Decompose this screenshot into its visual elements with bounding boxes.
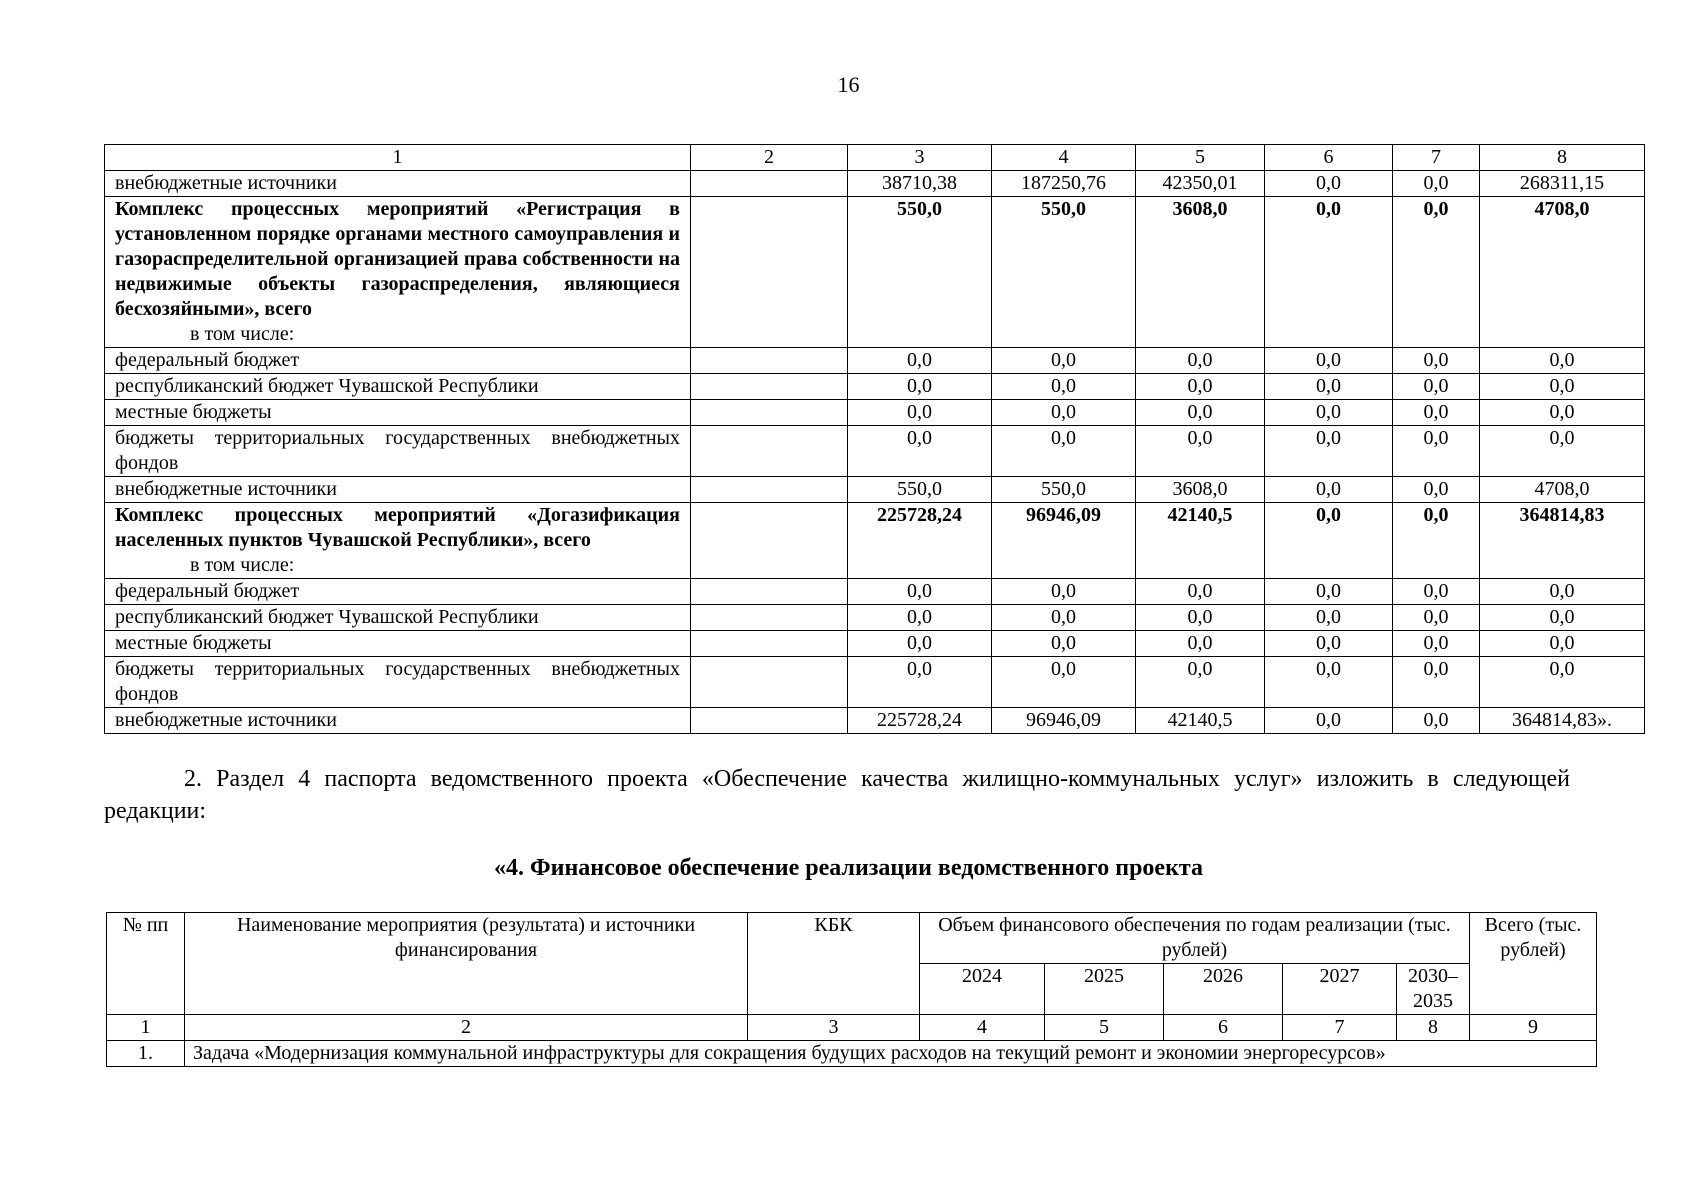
kbk-cell xyxy=(691,348,848,374)
task-text: Задача «Модернизация коммунальной инфраструктуры для сокращения будущих расходов на текущий ремонт и экономии энергоресурсов» xyxy=(185,1041,1597,1067)
header-year: 2030–2035 xyxy=(1397,964,1470,1015)
table-row xyxy=(105,579,1645,605)
row-value: 0,0 xyxy=(992,374,1136,400)
row-label: бюджеты территориальных государственных внебюджетных фондов xyxy=(105,657,691,708)
column-number: 4 xyxy=(992,145,1136,171)
row-value: 0,0 xyxy=(992,426,1136,477)
complex-value: 96946,09 xyxy=(992,503,1136,579)
row-value: 3608,0 xyxy=(1136,477,1265,503)
row-value: 42140,5 xyxy=(1136,708,1265,734)
row-value: 0,0 xyxy=(1393,657,1480,708)
column-number: 2 xyxy=(185,1015,748,1041)
row-value: 0,0 xyxy=(848,426,992,477)
header-year: 2024 xyxy=(920,964,1045,1015)
row-value: 0,0 xyxy=(1265,605,1393,631)
funding-table-continuation xyxy=(104,144,1645,734)
row-label: бюджеты территориальных государственных внебюджетных фондов xyxy=(105,426,691,477)
row-label: федеральный бюджет xyxy=(105,579,691,605)
row-label: местные бюджеты xyxy=(105,400,691,426)
row-value: 550,0 xyxy=(848,477,992,503)
column-number: 6 xyxy=(1164,1015,1283,1041)
row-value: 0,0 xyxy=(1393,631,1480,657)
column-number: 5 xyxy=(1045,1015,1164,1041)
complex-title-cell xyxy=(105,197,691,348)
row-value: 0,0 xyxy=(1480,579,1645,605)
column-number: 2 xyxy=(691,145,848,171)
row-value: 0,0 xyxy=(1265,426,1393,477)
table-row xyxy=(105,605,1645,631)
row-value: 0,0 xyxy=(1393,400,1480,426)
row-value: 0,0 xyxy=(992,605,1136,631)
row-label: республиканский бюджет Чувашской Республики xyxy=(105,374,691,400)
kbk-cell xyxy=(691,708,848,734)
header-year: 2026 xyxy=(1164,964,1283,1015)
column-number: 1 xyxy=(107,1015,185,1041)
kbk-cell xyxy=(691,503,848,579)
row-value: 0,0 xyxy=(1480,605,1645,631)
kbk-cell xyxy=(691,631,848,657)
row-value: 0,0 xyxy=(1136,426,1265,477)
row-value: 0,0 xyxy=(848,605,992,631)
including-label: в том числе: xyxy=(190,554,295,576)
table-row xyxy=(105,631,1645,657)
kbk-cell xyxy=(691,171,848,197)
row-value: 0,0 xyxy=(1136,605,1265,631)
row-value: 0,0 xyxy=(1480,348,1645,374)
row-value: 268311,15 xyxy=(1480,171,1645,197)
row-value: 0,0 xyxy=(992,579,1136,605)
row-value: 0,0 xyxy=(992,400,1136,426)
complex-title: Комплекс процессных мероприятий «Догазификация населенных пунктов Чувашской Республики», всего xyxy=(115,504,680,551)
table-row xyxy=(105,477,1645,503)
row-value: 0,0 xyxy=(992,348,1136,374)
column-number: 7 xyxy=(1393,145,1480,171)
row-label: местные бюджеты xyxy=(105,631,691,657)
complex-value: 3608,0 xyxy=(1136,197,1265,348)
kbk-cell xyxy=(691,605,848,631)
kbk-cell xyxy=(691,197,848,348)
row-value: 0,0 xyxy=(1480,657,1645,708)
row-value: 0,0 xyxy=(1393,477,1480,503)
row-label: внебюджетные источники xyxy=(105,171,691,197)
complex-value: 225728,24 xyxy=(848,503,992,579)
row-value: 0,0 xyxy=(1393,171,1480,197)
complex-value: 0,0 xyxy=(1265,197,1393,348)
row-value: 0,0 xyxy=(1480,400,1645,426)
complex-value: 0,0 xyxy=(1265,503,1393,579)
header-kbk: КБК xyxy=(748,913,920,1015)
row-value: 0,0 xyxy=(992,631,1136,657)
row-value: 42350,01 xyxy=(1136,171,1265,197)
row-value: 0,0 xyxy=(848,631,992,657)
complex-title-cell xyxy=(105,503,691,579)
header-total: Всего (тыс. рублей) xyxy=(1470,913,1597,1015)
kbk-cell xyxy=(691,400,848,426)
row-value: 0,0 xyxy=(848,657,992,708)
kbk-cell xyxy=(691,657,848,708)
row-value: 0,0 xyxy=(848,579,992,605)
kbk-cell xyxy=(691,579,848,605)
complex-title: Комплекс процессных мероприятий «Регистрация в установленном порядке органами местного самоуправления и газораспределительной организацией права собственности на недвижимые объекты газораспределения, являющиеся бесхозяйными», всего xyxy=(115,198,680,320)
header-year: 2027 xyxy=(1283,964,1397,1015)
table-row xyxy=(105,708,1645,734)
complex-value: 364814,83 xyxy=(1480,503,1645,579)
row-value: 0,0 xyxy=(1393,374,1480,400)
table-row xyxy=(105,374,1645,400)
complex-row xyxy=(105,197,1645,348)
header-year: 2025 xyxy=(1045,964,1164,1015)
row-value: 0,0 xyxy=(1136,631,1265,657)
kbk-cell xyxy=(691,374,848,400)
column-number: 3 xyxy=(748,1015,920,1041)
row-label: внебюджетные источники xyxy=(105,708,691,734)
row-value: 96946,09 xyxy=(992,708,1136,734)
row-value: 4708,0 xyxy=(1480,477,1645,503)
row-label: внебюджетные источники xyxy=(105,477,691,503)
row-value: 0,0 xyxy=(1393,605,1480,631)
row-value: 0,0 xyxy=(1480,426,1645,477)
including-label: в том числе: xyxy=(190,323,295,345)
row-value: 0,0 xyxy=(1136,657,1265,708)
row-value: 0,0 xyxy=(1393,708,1480,734)
row-value: 0,0 xyxy=(1265,708,1393,734)
row-label: республиканский бюджет Чувашской Республики xyxy=(105,605,691,631)
complex-value: 0,0 xyxy=(1393,197,1480,348)
header-volume: Объем финансового обеспечения по годам реализации (тыс. рублей) xyxy=(920,913,1470,964)
kbk-cell xyxy=(691,426,848,477)
row-value: 0,0 xyxy=(992,657,1136,708)
amendment-paragraph: 2. Раздел 4 паспорта ведомственного проекта «Обеспечение качества жилищно-коммунальных услуг» изложить в следующей редакции: xyxy=(104,766,1570,824)
row-value: 0,0 xyxy=(1265,631,1393,657)
header-num: № пп xyxy=(107,913,185,1015)
column-number: 8 xyxy=(1480,145,1645,171)
row-value: 0,0 xyxy=(1136,400,1265,426)
column-number: 1 xyxy=(105,145,691,171)
row-value: 0,0 xyxy=(1265,477,1393,503)
complex-row xyxy=(105,503,1645,579)
column-number: 6 xyxy=(1265,145,1393,171)
row-value: 0,0 xyxy=(1480,374,1645,400)
row-value: 0,0 xyxy=(1480,631,1645,657)
complex-value: 550,0 xyxy=(848,197,992,348)
row-value: 0,0 xyxy=(848,400,992,426)
table-row xyxy=(105,400,1645,426)
row-value: 0,0 xyxy=(1265,400,1393,426)
header-name: Наименование мероприятия (результата) и источники финансирования xyxy=(185,913,748,1015)
financing-table xyxy=(106,912,1597,1067)
complex-value: 4708,0 xyxy=(1480,197,1645,348)
column-number: 8 xyxy=(1397,1015,1470,1041)
complex-value: 42140,5 xyxy=(1136,503,1265,579)
row-value: 0,0 xyxy=(1393,579,1480,605)
row-value: 0,0 xyxy=(848,374,992,400)
row-value: 0,0 xyxy=(1393,348,1480,374)
row-value: 38710,38 xyxy=(848,171,992,197)
kbk-cell xyxy=(691,477,848,503)
column-number: 5 xyxy=(1136,145,1265,171)
page-number: 16 xyxy=(837,72,860,97)
row-value: 0,0 xyxy=(1136,348,1265,374)
row-value: 0,0 xyxy=(848,348,992,374)
row-value: 0,0 xyxy=(1265,171,1393,197)
table-row xyxy=(105,657,1645,708)
column-number: 4 xyxy=(920,1015,1045,1041)
table-row xyxy=(105,348,1645,374)
section-title: «4. Финансовое обеспечение реализации ведомственного проекта xyxy=(494,855,1203,881)
column-numbers-row xyxy=(105,145,1645,171)
row-value: 187250,76 xyxy=(992,171,1136,197)
complex-value: 0,0 xyxy=(1393,503,1480,579)
task-number: 1. xyxy=(107,1041,185,1067)
row-value: 0,0 xyxy=(1265,579,1393,605)
row-value: 0,0 xyxy=(1265,374,1393,400)
row-label: федеральный бюджет xyxy=(105,348,691,374)
column-number: 3 xyxy=(848,145,992,171)
column-number: 7 xyxy=(1283,1015,1397,1041)
row-value: 0,0 xyxy=(1136,579,1265,605)
row-value: 225728,24 xyxy=(848,708,992,734)
complex-value: 550,0 xyxy=(992,197,1136,348)
row-value: 0,0 xyxy=(1136,374,1265,400)
row-value: 0,0 xyxy=(1393,426,1480,477)
table-row xyxy=(105,426,1645,477)
row-value: 0,0 xyxy=(1265,348,1393,374)
column-number: 9 xyxy=(1470,1015,1597,1041)
row-value: 550,0 xyxy=(992,477,1136,503)
row-value: 0,0 xyxy=(1265,657,1393,708)
row-value: 364814,83». xyxy=(1480,708,1645,734)
table-row xyxy=(105,171,1645,197)
